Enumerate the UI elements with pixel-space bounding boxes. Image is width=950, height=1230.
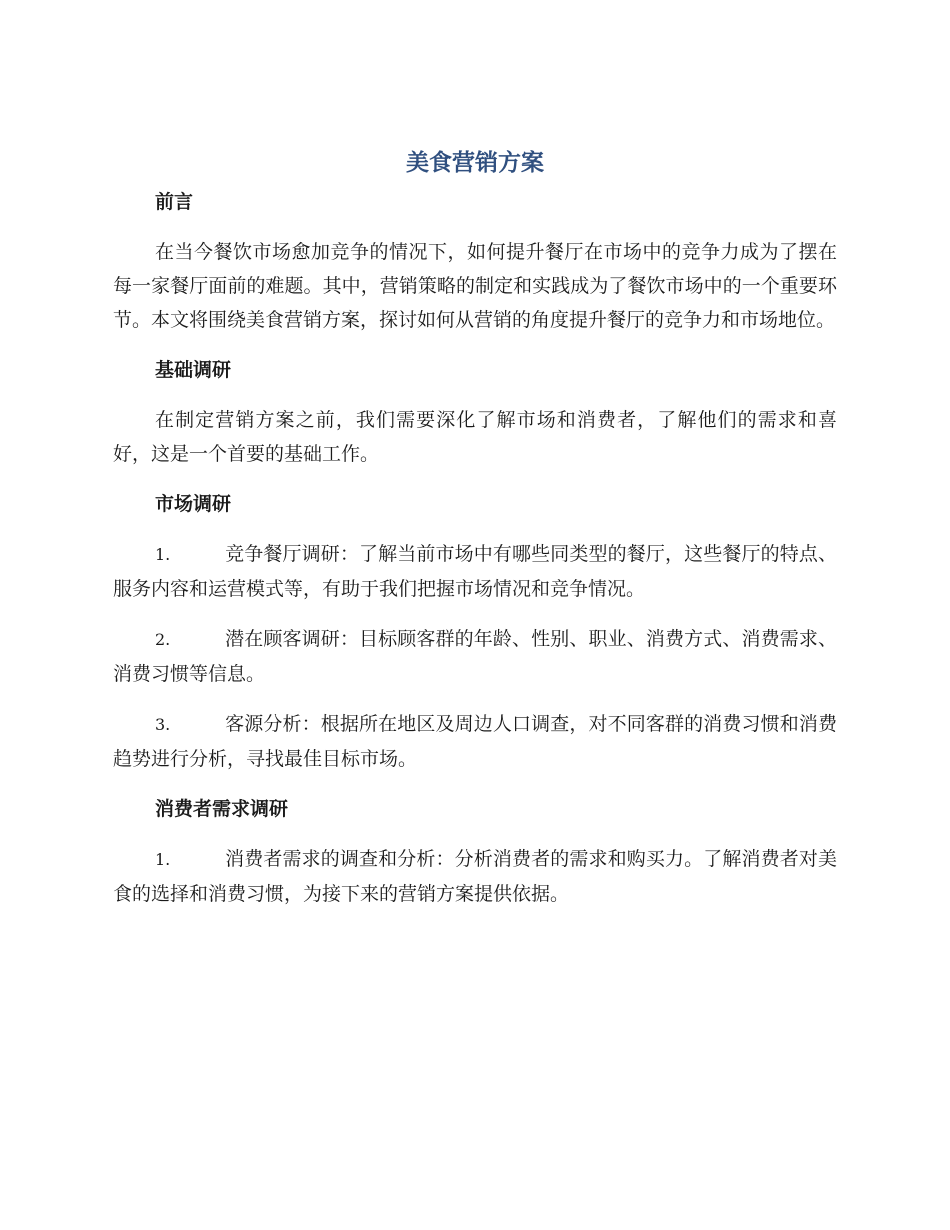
list-item-number: 1. xyxy=(155,545,171,564)
basic-research-paragraph: 在制定营销方案之前，我们需要深化了解市场和消费者，了解他们的需求和喜好，这是一个首要的基础工作。 xyxy=(113,409,837,465)
list-item-text: 消费者需求的调查和分析：分析消费者的需求和购买力。了解消费者对美食的选择和消费习惯，为接下来的营销方案提供依据。 xyxy=(113,848,837,905)
document-content xyxy=(113,143,837,927)
preface-paragraph: 在当今餐饮市场愈加竞争的情况下，如何提升餐厅在市场中的竞争力成为了摆在每一家餐厅面前的难题。其中，营销策略的制定和实践成为了餐饮市场中的一个重要环节。本文将围绕美食营销方案，探讨如何从营销的角度提升餐厅的竞争力和市场地位。 xyxy=(113,241,837,331)
list-item-text: 潜在顾客调研：目标顾客群的年龄、性别、职业、消费方式、消费需求、消费习惯等信息。 xyxy=(113,628,837,685)
list-item xyxy=(113,707,837,776)
list-item xyxy=(113,537,837,606)
section-heading-market-research: 市场调研 xyxy=(155,493,232,515)
section-heading-preface: 前言 xyxy=(155,191,194,213)
document-title: 美食营销方案 xyxy=(406,150,544,176)
list-item-number: 1. xyxy=(155,850,171,869)
list-item xyxy=(113,622,837,691)
section-heading-consumer-research: 消费者需求调研 xyxy=(155,798,289,820)
list-item-number: 3. xyxy=(155,715,171,734)
list-item-number: 2. xyxy=(155,630,171,649)
list-item xyxy=(113,842,837,911)
list-item-text: 客源分析：根据所在地区及周边人口调查，对不同客群的消费习惯和消费趋势进行分析，寻找最佳目标市场。 xyxy=(113,713,837,770)
list-item-text: 竞争餐厅调研：了解当前市场中有哪些同类型的餐厅，这些餐厅的特点、服务内容和运营模式等，有助于我们把握市场情况和竞争情况。 xyxy=(113,543,837,600)
section-heading-basic-research: 基础调研 xyxy=(155,359,232,381)
